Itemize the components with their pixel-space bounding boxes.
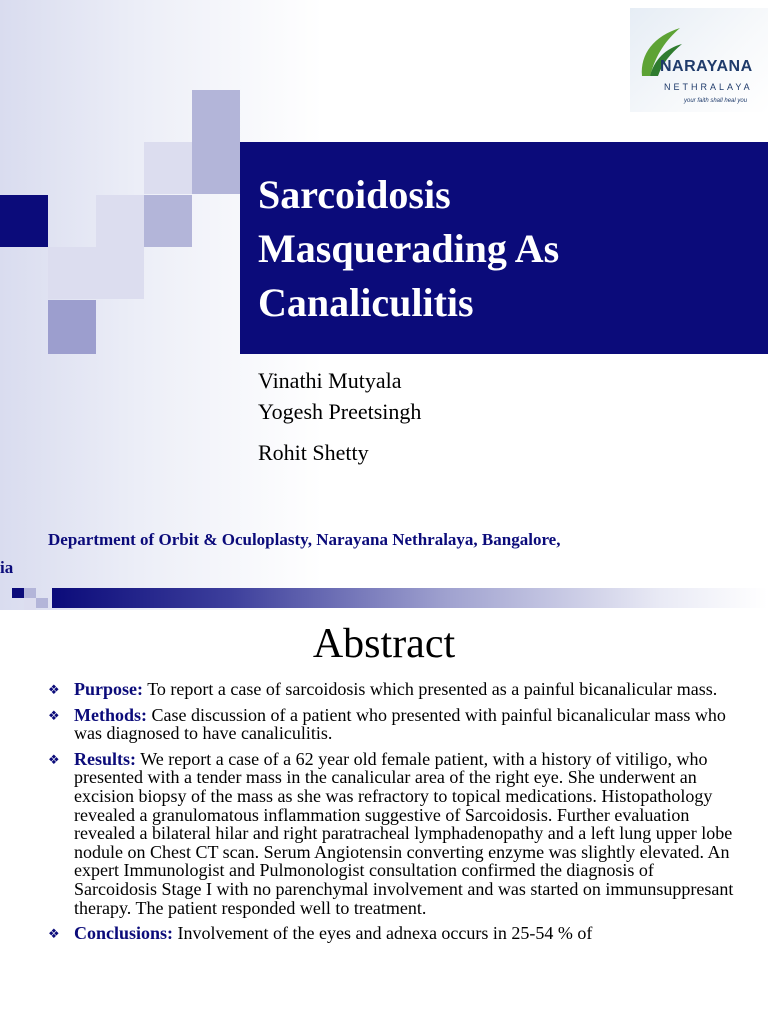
decor-square xyxy=(24,588,36,598)
diamond-bullet-icon: ❖ xyxy=(48,751,60,767)
department-affiliation: Department of Orbit & Oculoplasty, Narayana Nethralaya, Bangalore, xyxy=(48,530,561,549)
decor-square xyxy=(24,598,36,608)
author-name: Vinathi Mutyala xyxy=(258,368,402,393)
abstract-item-results xyxy=(44,750,734,917)
abstract-heading: Abstract xyxy=(312,621,456,667)
decor-square xyxy=(96,247,144,299)
decor-square xyxy=(0,195,48,247)
slide-title: Sarcoidosis Masquerading As Canaliculitis xyxy=(258,172,560,325)
author-name: Rohit Shetty xyxy=(258,440,369,465)
diamond-bullet-icon: ❖ xyxy=(48,707,60,723)
bottom-gradient-bar xyxy=(52,588,768,608)
item-label: Results: xyxy=(74,748,136,769)
item-label: Methods: xyxy=(74,704,147,725)
item-text: Involvement of the eyes and adnexa occurs in 25-54 % of xyxy=(177,923,593,944)
decor-square xyxy=(24,608,36,610)
abstract-item-methods xyxy=(44,706,734,743)
abstract-slide xyxy=(0,612,768,1024)
decor-square xyxy=(192,142,240,194)
department-affiliation-overflow: ia xyxy=(0,558,14,577)
decor-square xyxy=(144,195,192,247)
decor-square xyxy=(144,142,192,194)
item-text: Case discussion of a patient who presented with painful bicanalicular mass who was diagnosed to have canaliculitis. xyxy=(74,704,726,744)
decor-square xyxy=(12,588,24,598)
decor-square xyxy=(36,598,48,608)
abstract-list xyxy=(44,680,734,950)
abstract-item-conclusions xyxy=(44,924,734,943)
author-name: Yogesh Preetsingh xyxy=(258,399,422,424)
logo-tagline: your faith shall heal you xyxy=(684,98,748,104)
item-text: To report a case of sarcoidosis which presented as a painful bicanalicular mass. xyxy=(147,679,718,699)
logo-subtitle: NETHRALAYA xyxy=(664,82,753,92)
item-label: Conclusions: xyxy=(74,923,174,944)
logo-wordmark: NARAYANA xyxy=(660,58,753,75)
decor-square xyxy=(48,247,96,299)
diamond-bullet-icon: ❖ xyxy=(48,682,60,697)
decor-square xyxy=(48,300,96,354)
item-label: Purpose: xyxy=(74,679,143,699)
diamond-bullet-icon: ❖ xyxy=(48,926,60,942)
decor-square xyxy=(96,195,144,247)
abstract-item-purpose xyxy=(44,680,734,699)
decor-square xyxy=(192,90,240,142)
item-text: We report a case of a 62 year old female patient, with a history of vitiligo, who presented with a tender mass in the canalicular area of the right eye. She underwent an excision biopsy of the mass as she was refractory to topical medications. Histopathology revealed a granulomatous inflammation suggestive of Sarcoidosis. Further evaluation revealed a bilateral hilar and right paratracheal lymphadenopathy and a left lung upper lobe nodule on Chest CT scan. Serum Angiotensin converting enzyme was slightly elevated. An expert Immunologist and Pulmonologist consultation confirmed the diagnosis of Sarcoidosis Stage I with no parenchymal involvement and was started on immunsuppresant therapy. The patient responded well to treatment. xyxy=(74,748,734,918)
